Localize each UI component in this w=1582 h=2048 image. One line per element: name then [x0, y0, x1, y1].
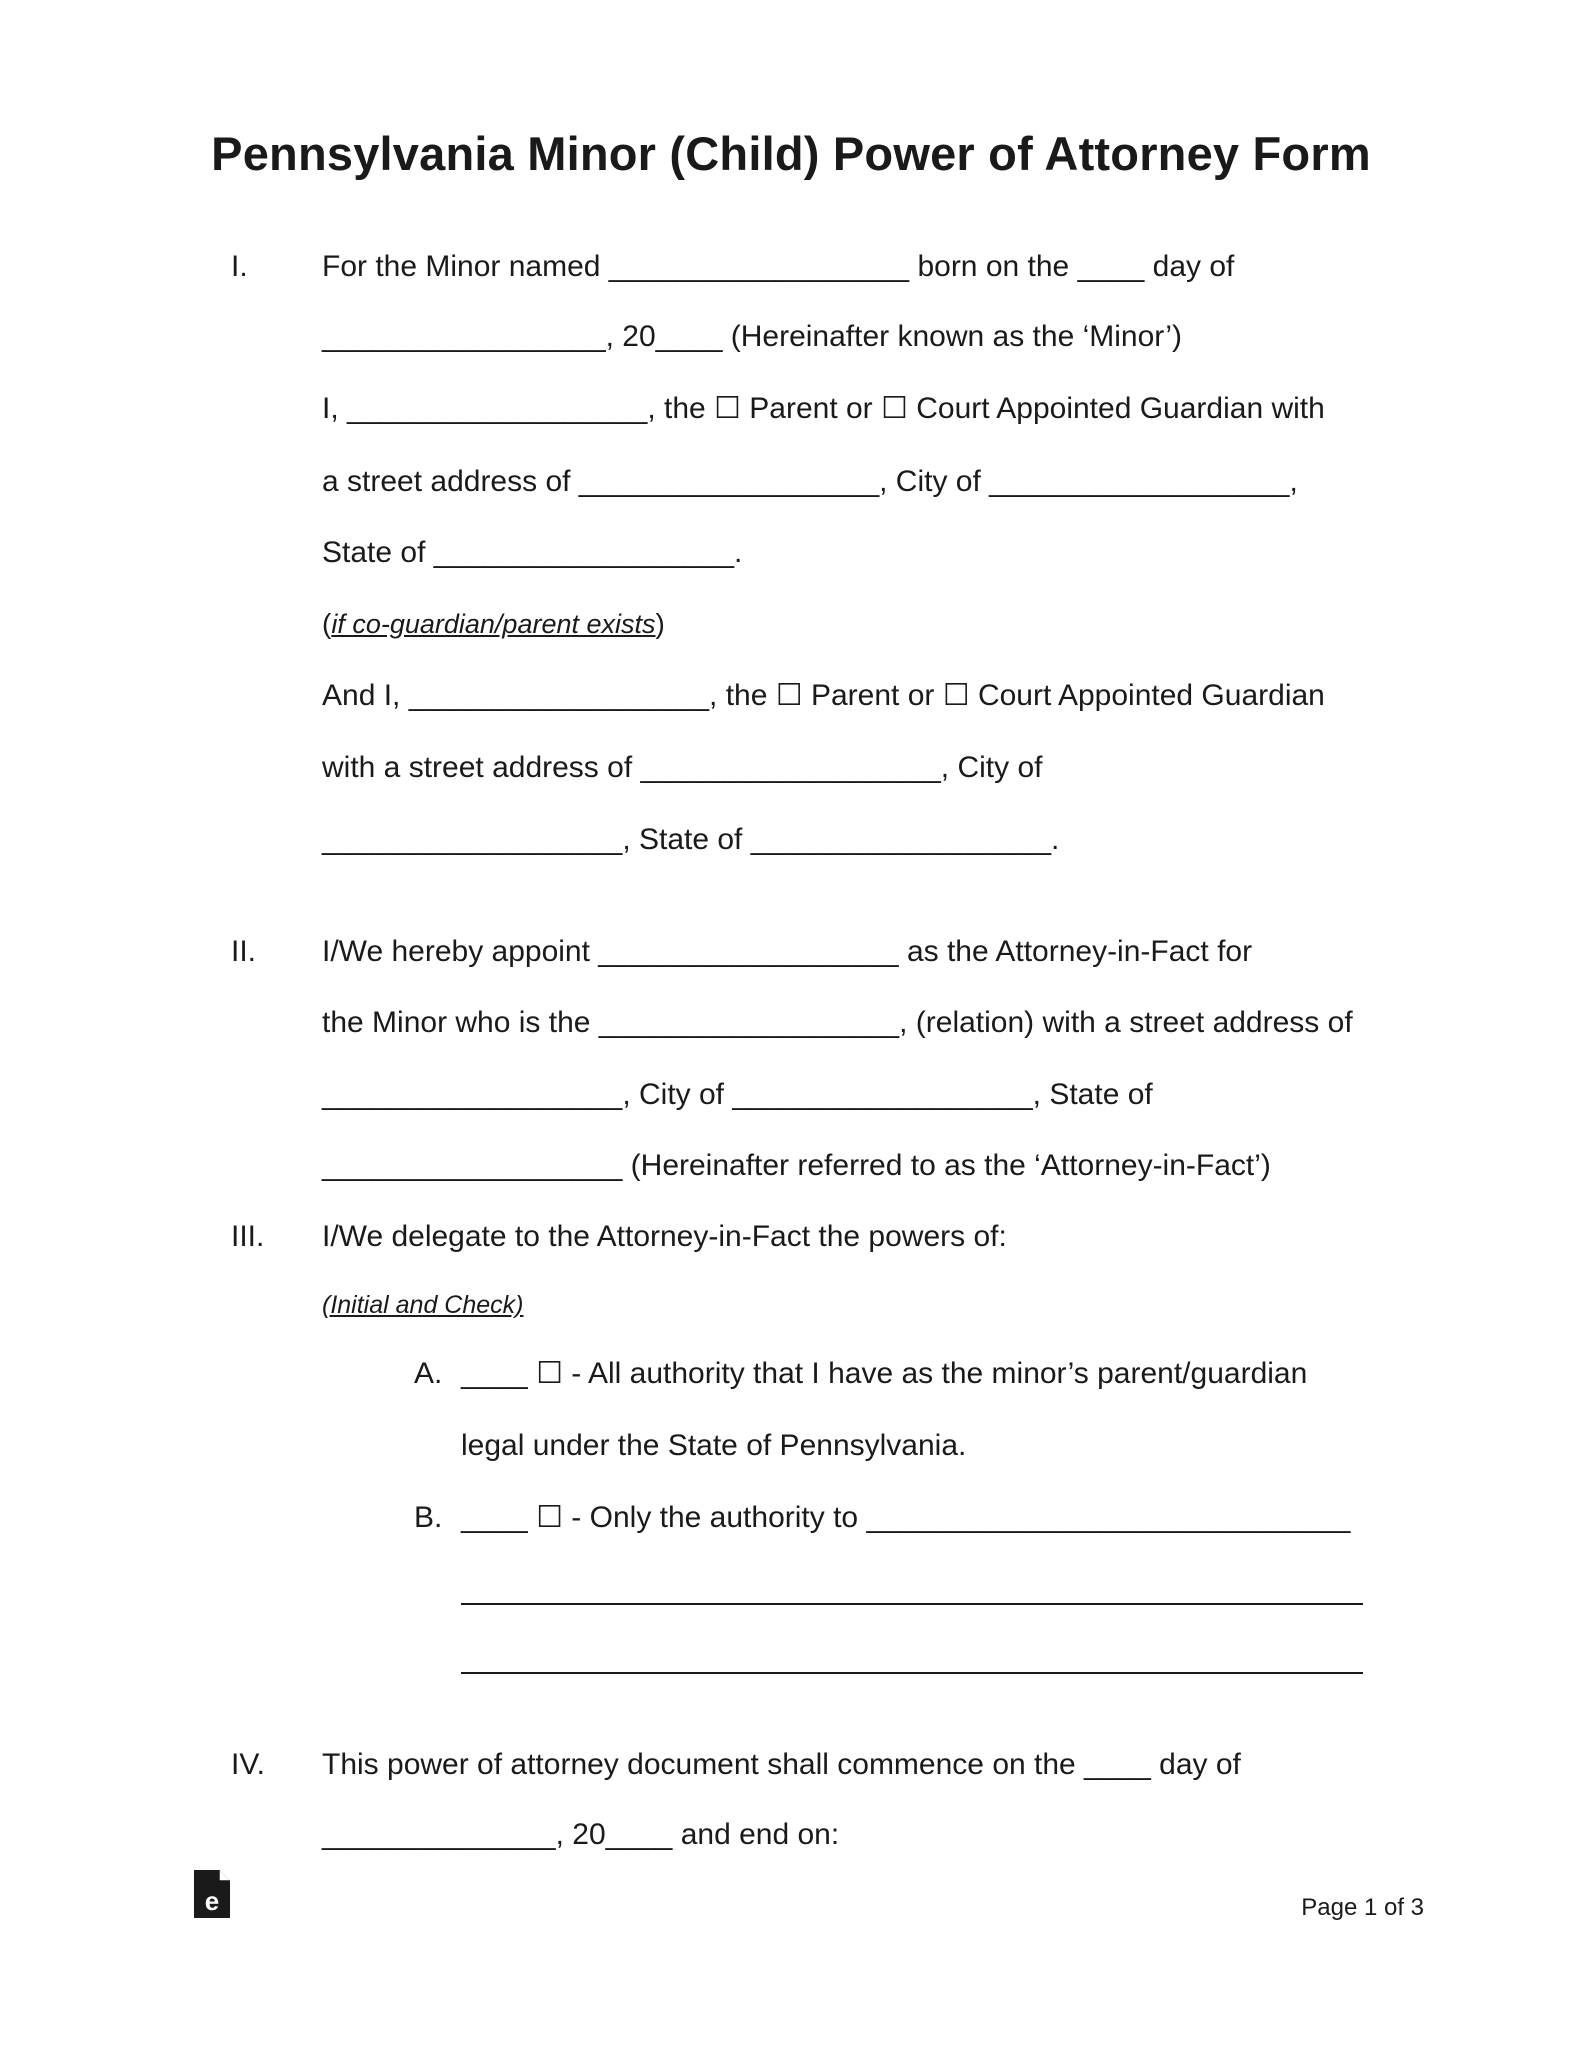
- parent-state-line: State of __________________.: [322, 536, 743, 569]
- commence-date-line: This power of attorney document shall commence on the ____ day of: [322, 1748, 1241, 1781]
- section-1-numeral: I.: [231, 250, 248, 283]
- note-text: if co-guardian/parent exists: [331, 609, 656, 639]
- attorney-appoint-line: I/We hereby appoint __________________ as the Attorney-in-Fact for: [322, 935, 1253, 968]
- option-b-line-1: ____ ☐ - Only the authority to _____________________________: [461, 1501, 1351, 1534]
- minor-name-line: For the Minor named __________________ born on the ____ day of: [322, 250, 1235, 283]
- co-parent-address-line: with a street address of __________________, City of: [322, 751, 1043, 784]
- end-date-line: ______________, 20____ and end on:: [322, 1818, 840, 1851]
- document-title: Pennsylvania Minor (Child) Power of Attorney Form: [211, 127, 1371, 180]
- option-b-letter: B.: [414, 1501, 443, 1534]
- parent-address-line: a street address of __________________, City of __________________,: [322, 465, 1298, 498]
- note-close-paren: ): [655, 608, 665, 639]
- option-a-line-2: legal under the State of Pennsylvania.: [461, 1429, 967, 1462]
- option-a-letter: A.: [414, 1357, 443, 1390]
- section-3-numeral: III.: [231, 1220, 265, 1253]
- option-b-blank-line-2: [461, 1672, 1363, 1674]
- attorney-city-state-line: __________________, City of __________________, State of: [322, 1078, 1153, 1111]
- svg-text:e: e: [204, 1886, 220, 1916]
- attorney-hereinafter-line: __________________ (Hereinafter referred to as the ‘Attorney-in-Fact’): [322, 1149, 1271, 1182]
- page-number: Page 1 of 3: [1301, 1894, 1424, 1921]
- co-parent-city-state-line: __________________, State of __________________.: [322, 823, 1060, 856]
- initial-and-check-instruction: (Initial and Check): [322, 1291, 524, 1319]
- parent-name-line: I, __________________, the ☐ Parent or ☐ Court Appointed Guardian with: [322, 392, 1325, 425]
- section-4-numeral: IV.: [231, 1748, 265, 1781]
- eforms-logo-icon: [192, 1868, 232, 1920]
- co-parent-name-line: And I, __________________, the ☐ Parent or ☐ Court Appointed Guardian: [322, 679, 1325, 712]
- minor-birth-year-line: _________________, 20____ (Hereinafter known as the ‘Minor’): [322, 320, 1183, 353]
- note-open-paren: (: [322, 608, 332, 639]
- co-guardian-note: [322, 606, 665, 642]
- delegate-powers-line: I/We delegate to the Attorney-in-Fact the powers of:: [322, 1220, 1007, 1253]
- option-b-blank-line-1: [461, 1603, 1363, 1605]
- section-2-numeral: II.: [231, 935, 257, 968]
- option-a-line-1: ____ ☐ - All authority that I have as the minor’s parent/guardian: [461, 1357, 1308, 1390]
- attorney-relation-line: the Minor who is the __________________, (relation) with a street address of: [322, 1006, 1353, 1039]
